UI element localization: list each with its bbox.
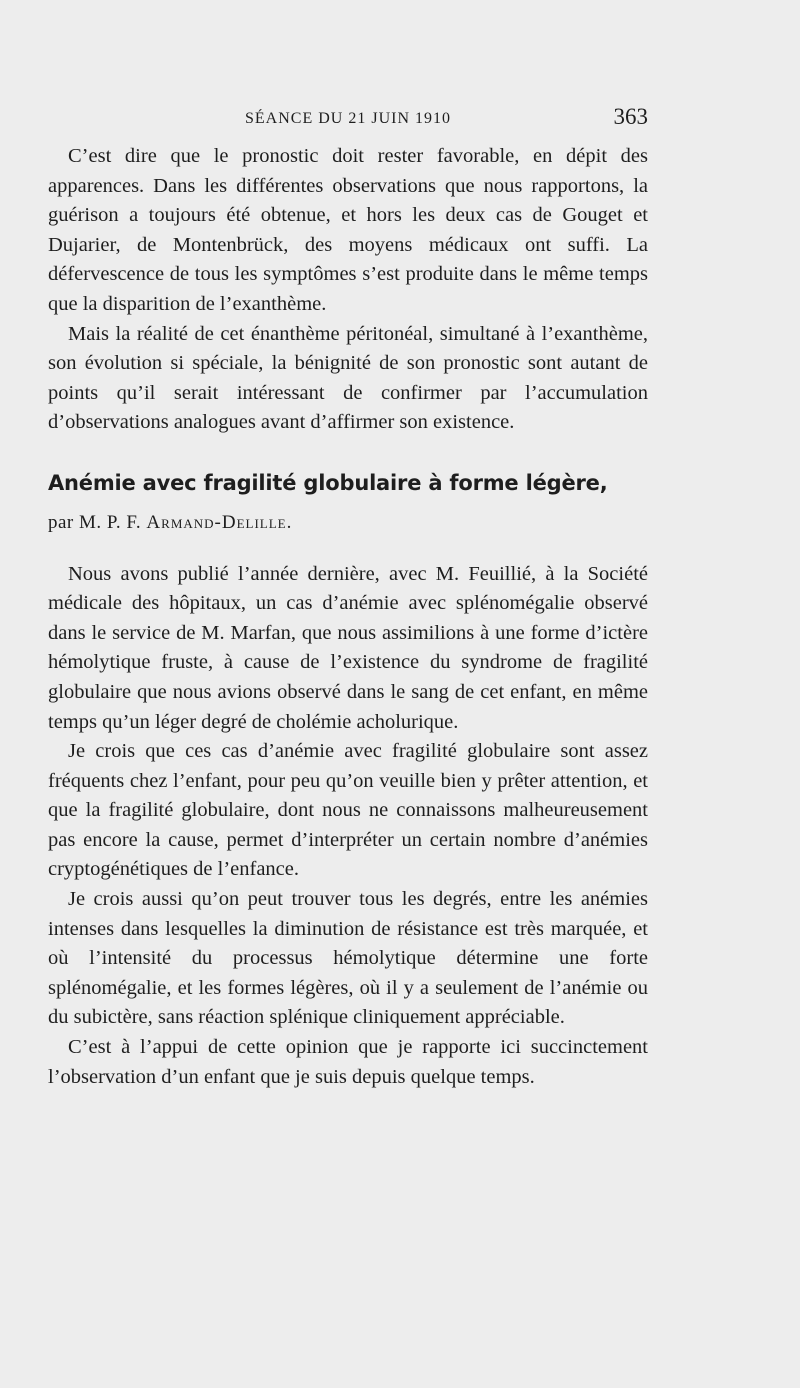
page-header — [48, 104, 648, 140]
page-body — [48, 142, 648, 1092]
paragraph-observation: C’est à l’appui de cette opinion que je rapporte ici succinctement l’observation d’un enfant que je suis depuis quelque temps. — [48, 1036, 648, 1088]
author-name: Armand-Delille. — [146, 511, 293, 533]
paragraph-published-case: Nous avons publié l’année dernière, avec M. Feuillié, à la Société médicale des hôpitaux, un cas d’anémie avec splénomégalie observé dans le service de M. Marfan, que nous assimilions à une forme d’ictère hémolytique fruste, à cause de l’existence du syndrome de fragilité globulaire que nous avions observé dans le sang de cet enfant, en même temps qu’un léger degré de cholémie acholurique. — [48, 562, 648, 733]
page-number: 363 — [613, 104, 648, 129]
byline-prefix: par M. P. F. — [48, 511, 142, 533]
paragraph-enanthem: Mais la réalité de cet énanthème péritonéal, simultané à l’exanthème, son évolution si spéciale, la bénignité de son pronostic sont autant de points qu’il serait intéressant de confirmer par l’accumulation d’observations analogues avant d’affirmer son existence. — [48, 322, 648, 434]
byline — [48, 508, 648, 538]
running-title: SÉANCE DU 21 JUIN 1910 — [245, 110, 451, 127]
section-title: Anémie avec fragilité globulaire à forme légère, — [48, 470, 608, 495]
paragraph-prognosis: C’est dire que le pronostic doit rester favorable, en dépit des apparences. Dans les différentes observations que nous rapportons, la guérison a toujours été obtenue, et hors les deux cas de Gouget et Dujarier, de Montenbrück, des moyens médicaux ont suffi. La défervescence de tous les symptômes s’est produite dans le même temps que la disparition de l’exanthème. — [48, 145, 648, 315]
paragraph-frequency: Je crois que ces cas d’anémie avec fragilité globulaire sont assez fréquents chez l’enfant, pour peu qu’on veuille bien y prêter attention, et que la fragilité globulaire, dont nous ne connaissons malheureusement pas encore la cause, permet d’interpréter un certain nombre d’anémies cryptogénétiques de l’enfance. — [48, 740, 648, 881]
paragraph-degrees: Je crois aussi qu’on peut trouver tous les degrés, entre les anémies intenses dans lesquelles la diminution de résistance est très marquée, et où l’intensité du processus hémolytique détermine une forte splénomégalie, et les formes légères, où il y a seulement de l’anémie ou du subictère, sans réaction splénique cliniquement appréciable. — [48, 888, 648, 1029]
section-heading — [48, 468, 648, 538]
